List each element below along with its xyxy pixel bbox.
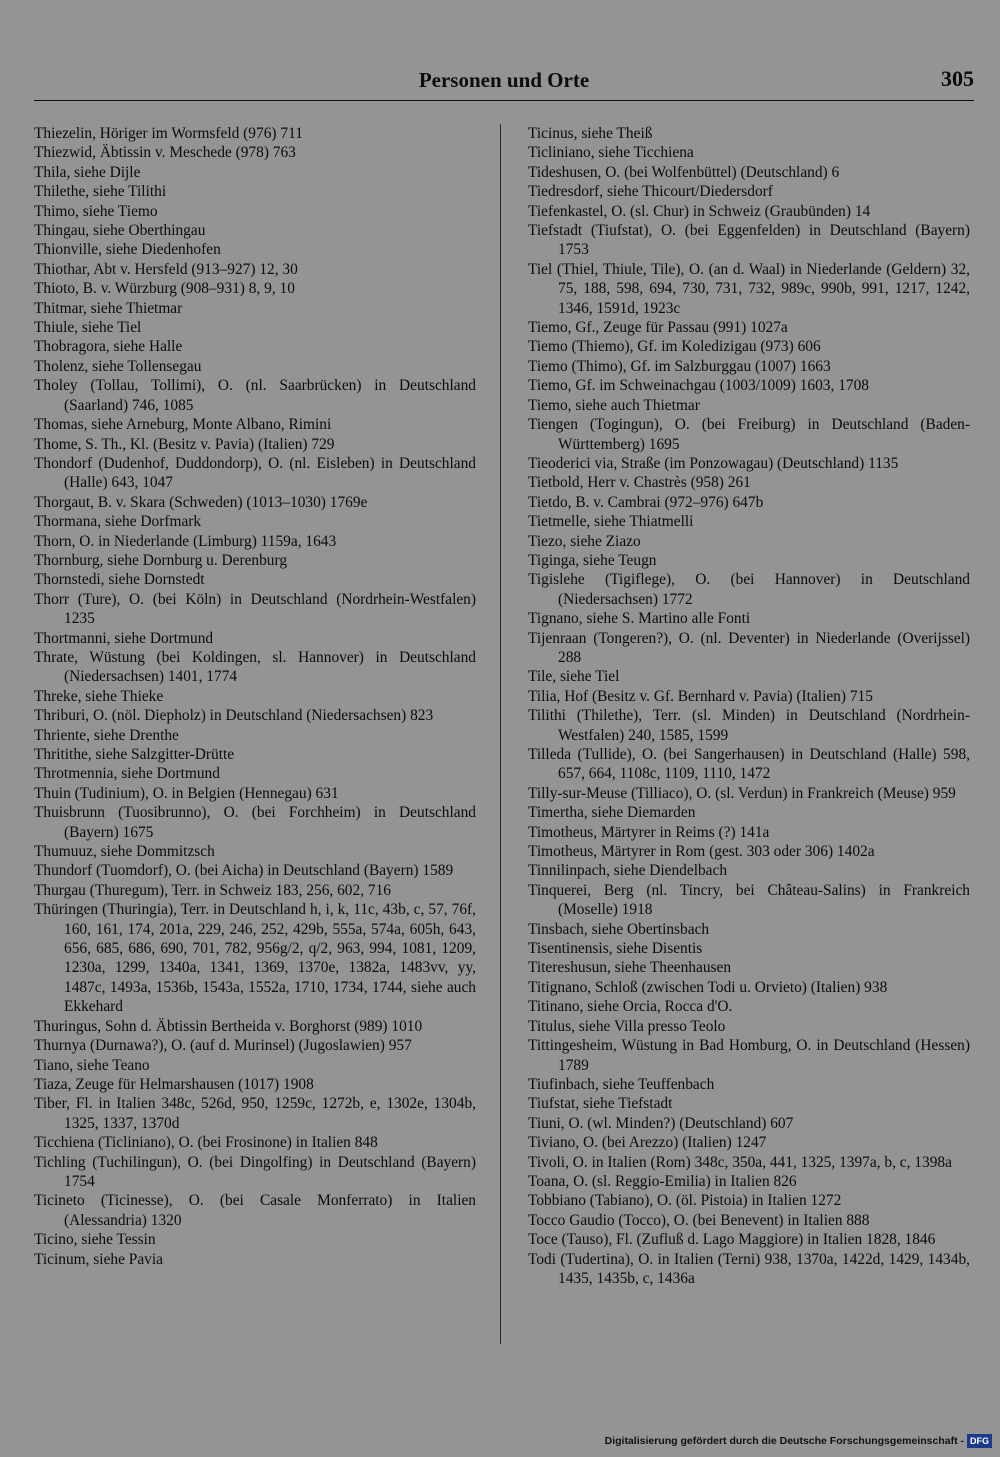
- index-entry: Tholey (Tollau, Tollimi), O. (nl. Saarbrücken) in Deutschland (Saarland) 746, 1085: [34, 377, 476, 414]
- index-entry: Thornburg, siehe Dornburg u. Derenburg: [34, 551, 288, 569]
- index-entry: Titereshusun, siehe Theenhausen: [528, 959, 732, 977]
- index-entry: Titulus, siehe Villa presso Teolo: [528, 1017, 726, 1035]
- index-entry: Tiefenkastel, O. (sl. Chur) in Schweiz (Graubünden) 14: [528, 202, 871, 220]
- index-entry: Thormana, siehe Dorfmark: [34, 513, 202, 531]
- index-entry: Thilethe, siehe Tilithi: [34, 183, 167, 201]
- index-entry: Tiedresdorf, siehe Thicourt/Diedersdorf: [528, 183, 773, 201]
- index-entry: Tiengen (Togingun), O. (bei Freiburg) in Deutschland (Baden-Württemberg) 1695: [528, 416, 970, 453]
- index-entry: Thobragora, siehe Halle: [34, 338, 183, 356]
- index-entry: Tichling (Tuchilingun), O. (bei Dingolfing) in Deutschland (Bayern) 1754: [34, 1153, 476, 1190]
- index-entry: Timertha, siehe Diemarden: [528, 804, 696, 822]
- index-entry: Tinnilinpach, siehe Diendelbach: [528, 862, 728, 880]
- index-column-right: [528, 124, 970, 1288]
- index-entry: Tiano, siehe Teano: [34, 1056, 150, 1074]
- index-entry: Thortmanni, siehe Dortmund: [34, 629, 214, 647]
- index-entry: Thorr (Ture), O. (bei Köln) in Deutschland (Nordrhein-Westfalen) 1235: [34, 590, 476, 628]
- index-entry: Tieoderici via, Straße (im Ponzowagau) (Deutschland) 1135: [528, 454, 899, 472]
- index-entry: Tideshusen, O. (bei Wolfenbüttel) (Deutschland) 6: [528, 163, 840, 181]
- index-entry: Ticinus, siehe Theiß: [528, 125, 653, 142]
- index-entry: Tietmelle, siehe Thiatmelli: [528, 513, 694, 531]
- page-number: 305: [941, 66, 974, 91]
- index-entry: Thurgau (Thuregum), Terr. in Schweiz 183, 256, 602, 716: [34, 881, 391, 899]
- index-entry: Tiemo (Thiemo), Gf. im Koledizigau (973) 606: [528, 338, 821, 356]
- index-entry: Thriente, siehe Drenthe: [34, 726, 179, 744]
- index-entry: Tilia, Hof (Besitz v. Gf. Bernhard v. Pavia) (Italien) 715: [528, 687, 873, 705]
- index-entry: Todi (Tudertina), O. in Italien (Terni) 938, 1370a, 1422d, 1429, 1434b, 1435, 1435b, c, 1436a: [528, 1250, 970, 1287]
- index-entry: Tiemo, Gf. im Schweinachgau (1003/1009) 1603, 1708: [528, 377, 869, 395]
- index-entry: Thurnya (Durnawa?), O. (auf d. Murinsel) (Jugoslawien) 957: [34, 1037, 412, 1055]
- index-entry: Tiginga, siehe Teugn: [528, 551, 657, 569]
- index-entry: Tilleda (Tullide), O. (bei Sangerhausen) in Deutschland (Halle) 598, 657, 664, 1108c, 1109, 1110, 1472: [528, 746, 970, 783]
- index-entry: Thundorf (Tuomdorf), O. (bei Aicha) in Deutschland (Bayern) 1589: [34, 862, 454, 880]
- index-entry: Tijenraan (Tongeren?), O. (nl. Deventer) in Niederlande (Overijssel) 288: [528, 629, 970, 666]
- index-entry: Thornstedi, siehe Dornstedt: [34, 571, 205, 589]
- index-entry: Tobbiano (Tabiano), O. (öl. Pistoia) in Italien 1272: [528, 1192, 842, 1210]
- index-entry: Tiviano, O. (bei Arezzo) (Italien) 1247: [528, 1134, 767, 1152]
- index-entry: Thondorf (Dudenhof, Duddondorp), O. (nl. Eisleben) in Deutschland (Halle) 643, 1047: [34, 454, 476, 492]
- index-entry: Thila, siehe Dijle: [34, 163, 141, 181]
- index-entry: Tietbold, Herr v. Chastrès (958) 261: [528, 474, 751, 492]
- index-entry: Thriburi, O. (nöl. Diepholz) in Deutschland (Niedersachsen) 823: [34, 707, 434, 725]
- index-entry: Thionville, siehe Diedenhofen: [34, 241, 221, 259]
- index-entry: Thiothar, Abt v. Hersfeld (913–927) 12, 30: [34, 260, 298, 278]
- index-entry: Tiufstat, siehe Tiefstadt: [528, 1095, 673, 1113]
- page-title: Personen und Orte: [418, 68, 590, 92]
- index-entry: Toana, O. (sl. Reggio-Emilia) in Italien 826: [528, 1172, 797, 1190]
- footer-text: Digitalisierung gefördert durch die Deutsche Forschungsgemeinschaft -: [604, 1435, 964, 1447]
- index-entry: Tiemo (Thimo), Gf. im Salzburggau (1007) 1663: [528, 357, 831, 375]
- index-entry: Tignano, siehe S. Martino alle Fonti: [528, 610, 751, 628]
- column-divider: [500, 124, 501, 1344]
- index-entry: Tittingesheim, Wüstung in Bad Homburg, O. in Deutschland (Hessen) 1789: [528, 1037, 970, 1074]
- index-entry: Tinquerei, Berg (nl. Tincry, bei Château-Salins) in Frankreich (Moselle) 1918: [528, 881, 970, 919]
- index-entry: Tile, siehe Tiel: [528, 668, 620, 686]
- index-entry: Tholenz, siehe Tollensegau: [34, 357, 202, 375]
- index-entry: Timotheus, Märtyrer in Reims (?) 141a: [528, 823, 770, 841]
- footer-credit: [605, 1433, 992, 1449]
- index-entry: Threke, siehe Thieke: [34, 687, 164, 705]
- index-entry: Tiuni, O. (wl. Minden?) (Deutschland) 607: [528, 1114, 794, 1132]
- index-entry: Tiefstadt (Tiufstat), O. (bei Eggenfelden) in Deutschland (Bayern) 1753: [528, 222, 970, 259]
- index-column-left: [34, 124, 476, 1269]
- index-entry: Thiezwid, Äbtissin v. Meschede (978) 763: [34, 144, 296, 162]
- index-entry: Thorgaut, B. v. Skara (Schweden) (1013–1030) 1769e: [34, 493, 368, 511]
- index-entry: Thingau, siehe Oberthingau: [34, 222, 206, 240]
- index-entry: Tisentinensis, siehe Disentis: [528, 940, 703, 958]
- index-entry: Toce (Tauso), Fl. (Zufluß d. Lago Maggiore) in Italien 1828, 1846: [528, 1231, 936, 1249]
- index-entry: Thiezelin, Höriger im Wormsfeld (976) 711: [34, 125, 303, 142]
- index-entry: Titignano, Schloß (zwischen Todi u. Orvieto) (Italien) 938: [528, 978, 888, 996]
- index-entry: Thritithe, siehe Salzgitter-Drütte: [34, 746, 235, 763]
- index-entry: Tiezo, siehe Ziazo: [528, 532, 641, 550]
- index-entry: Tiufinbach, siehe Teuffenbach: [528, 1075, 715, 1093]
- index-entry: Tilithi (Thilethe), Terr. (sl. Minden) in Deutschland (Nordrhein-Westfalen) 240, 1585, 1599: [528, 707, 970, 744]
- index-entry: Thuringus, Sohn d. Äbtissin Bertheida v. Borghorst (989) 1010: [34, 1017, 423, 1035]
- index-entry: Tigislehe (Tigiflege), O. (bei Hannover) in Deutschland (Niedersachsen) 1772: [528, 571, 970, 608]
- page-header: [34, 66, 974, 101]
- index-entry: Titinano, siehe Orcia, Rocca d'O.: [528, 998, 733, 1016]
- index-entry: Tietdo, B. v. Cambrai (972–976) 647b: [528, 493, 764, 511]
- index-entry: Tiaza, Zeuge für Helmarshausen (1017) 1908: [34, 1075, 314, 1093]
- index-entry: Thioto, B. v. Würzburg (908–931) 8, 9, 10: [34, 280, 295, 298]
- index-entry: Thüringen (Thuringia), Terr. in Deutschland h, i, k, 11c, 43b, c, 57, 76f, 160, 161, 174, 201a, 229, 246, 252, 429b, 555a, 574a, 605h, 643, 656, 685, 686, 690, 701, 782, 956g/2, q/2, 963, 994, 1081, 1209, 1230a, 1299, 1340a, 1341, 1369, 1370e, 1382a, 1483vv, yy, 1487c, 1493a, 1536b, 1543a, 1552a, 1710, 1734, 1744, siehe auch Ekkehard: [34, 901, 476, 1016]
- index-entry: Tivoli, O. in Italien (Rom) 348c, 350a, 441, 1325, 1397a, b, c, 1398a: [528, 1153, 952, 1171]
- index-entry: Thorn, O. in Niederlande (Limburg) 1159a, 1643: [34, 532, 337, 550]
- index-entry: Thrate, Wüstung (bei Koldingen, sl. Hannover) in Deutschland (Niedersachsen) 1401, 1774: [34, 648, 476, 686]
- index-entry: Thiule, siehe Tiel: [34, 319, 142, 337]
- index-entry: Ticineto (Ticinesse), O. (bei Casale Monferrato) in Italien (Alessandria) 1320: [34, 1192, 476, 1229]
- index-entry: Thimo, siehe Tiemo: [34, 202, 158, 220]
- index-entry: Thome, S. Th., Kl. (Besitz v. Pavia) (Italien) 729: [34, 435, 335, 453]
- index-entry: Tiber, Fl. in Italien 348c, 526d, 950, 1259c, 1272b, e, 1302e, 1304b, 1325, 1337, 1370d: [34, 1095, 476, 1132]
- index-entry: Tiel (Thiel, Thiule, Tile), O. (an d. Waal) in Niederlande (Geldern) 32, 75, 188, 598, 694, 730, 731, 732, 989c, 990b, 991, 1217, 1242, 1346, 1591d, 1923c: [528, 260, 970, 317]
- index-entry: Tiemo, Gf., Zeuge für Passau (991) 1027a: [528, 319, 788, 337]
- index-entry: Tiemo, siehe auch Thietmar: [528, 396, 700, 414]
- index-entry: Tocco Gaudio (Tocco), O. (bei Benevent) in Italien 888: [528, 1211, 870, 1229]
- index-entry: Tinsbach, siehe Obertinsbach: [528, 920, 710, 938]
- index-entry: Thuisbrunn (Tuosibrunno), O. (bei Forchheim) in Deutschland (Bayern) 1675: [34, 804, 476, 841]
- index-entry: Timotheus, Märtyrer in Rom (gest. 303 oder 306) 1402a: [528, 843, 875, 861]
- index-entry: Ticinum, siehe Pavia: [34, 1250, 163, 1268]
- dfg-logo: DFG: [967, 1434, 992, 1448]
- index-entry: Thitmar, siehe Thietmar: [34, 299, 183, 317]
- index-entry: Thumuuz, siehe Dommitzsch: [34, 843, 215, 861]
- index-entry: Throtmennia, siehe Dortmund: [34, 765, 220, 783]
- index-entry: Thuin (Tudinium), O. in Belgien (Hennegau) 631: [34, 784, 339, 802]
- index-entry: Thomas, siehe Arneburg, Monte Albano, Rimini: [34, 416, 332, 434]
- index-entry: Tilly-sur-Meuse (Tilliaco), O. (sl. Verdun) in Frankreich (Meuse) 959: [528, 784, 956, 802]
- index-entry: Ticliniano, siehe Ticchiena: [528, 144, 694, 162]
- index-entry: Ticino, siehe Tessin: [34, 1231, 156, 1249]
- index-entry: Ticchiena (Ticliniano), O. (bei Frosinone) in Italien 848: [34, 1134, 378, 1152]
